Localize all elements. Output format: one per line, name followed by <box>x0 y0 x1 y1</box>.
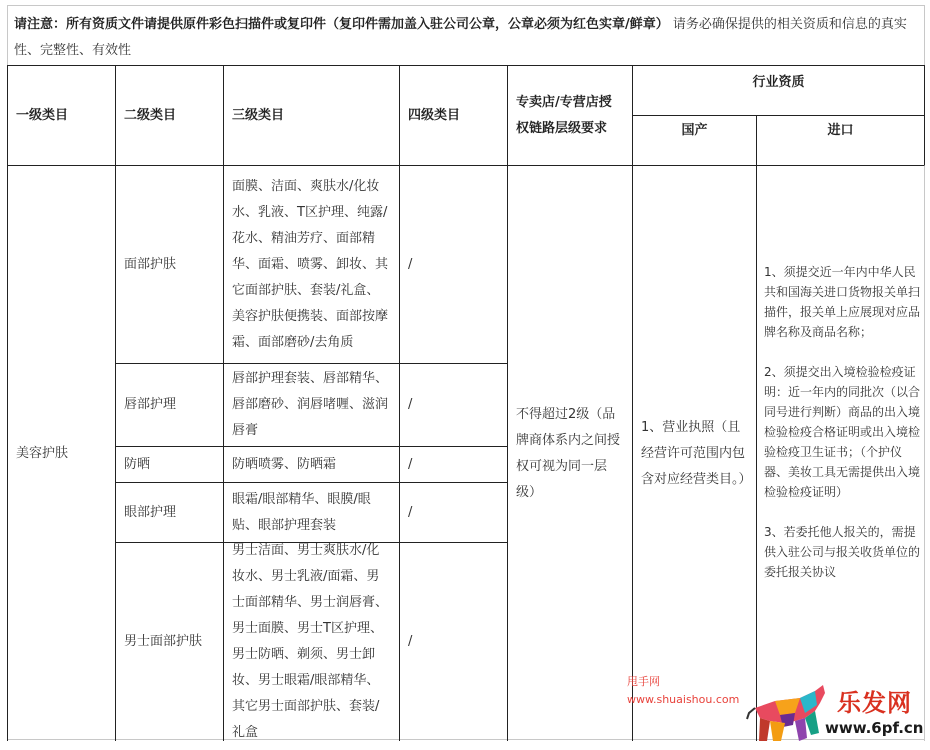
table-row-4-level4 <box>399 482 508 543</box>
row-1-level2-text: 面部护肤 <box>124 256 177 272</box>
header-industry-qualification-label: 行业资质 <box>752 75 805 90</box>
header-auth-chain-label: 专卖店/专营店授权链路层级要求 <box>516 94 612 136</box>
header-level4-label: 四级类目 <box>408 107 461 123</box>
header-level2-label: 二级类目 <box>124 107 177 123</box>
header-level2 <box>115 65 224 166</box>
row-4-level2-text: 眼部护理 <box>124 504 177 520</box>
domestic-value: 1、营业执照（且经营许可范围内包含对应经营类目。） <box>641 419 752 487</box>
table-row-5-level2 <box>115 542 224 741</box>
row-3-level3-text: 防晒喷雾、防晒霜 <box>232 456 337 472</box>
header-imported-label: 进口 <box>827 123 854 138</box>
notice-banner <box>14 12 919 64</box>
cell-level1 <box>7 165 116 741</box>
cell-auth-chain <box>507 165 633 741</box>
header-level3-label: 三级类目 <box>232 107 285 123</box>
header-level1 <box>7 65 116 166</box>
table-row-4-level3 <box>223 482 400 543</box>
notice-normal-text: 请务必确保提供的相关资质和信息的真实性、完整性、有效性 <box>14 17 907 58</box>
cell-domestic <box>632 165 757 741</box>
row-1-level3-text: 面膜、洁面、爽肤水/化妆水、乳液、T区护理、纯露/花水、精油芳疗、面部精华、面霜、喷雾、卸妆、其它面部护肤、套装/礼盒、美容护肤便携装、面部按摩霜、面部磨砂/去角质 <box>232 178 389 350</box>
row-1-level4-text: / <box>408 256 413 272</box>
shuaishou-url: www.shuaishou.com <box>627 693 740 706</box>
table-row-1-level2 <box>115 165 224 364</box>
table-row-3-level2 <box>115 446 224 483</box>
header-level4 <box>399 65 508 166</box>
table-row-5-level3 <box>223 542 400 741</box>
row-5-level3-text: 男士洁面、男士爽肤水/化妆水、男士乳液/面霜、男士面部精华、男士润唇膏、男士面膜、男士T区护理、男士防晒、剃须、男士卸妆、男士眼霜/眼部精华、其它男士面部护肤、套装/礼盒 <box>232 543 389 740</box>
row-5-level4-text: / <box>408 634 413 649</box>
level1-value: 美容护肤 <box>16 445 69 461</box>
notice-bold-text: 请注意：所有资质文件请提供原件彩色扫描件或复印件（复印件需加盖入驻公司公章，公章必须为红色实章/鲜章） <box>14 17 669 32</box>
header-level1-label: 一级类目 <box>16 107 69 123</box>
table-row-1-level3 <box>223 165 400 364</box>
shuaishou-watermark <box>627 673 739 709</box>
row-2-level2-text: 唇部护理 <box>124 397 177 412</box>
table-row-3-level3 <box>223 446 400 483</box>
table-row-2-level4 <box>399 363 508 447</box>
imported-requirement-1: 1、须提交近一年内中华人民共和国海关进口货物报关单扫描件，报关单上应展现对应品牌名称及商品名称； <box>764 265 921 339</box>
row-3-level4-text: / <box>408 456 413 472</box>
header-level3 <box>223 65 400 166</box>
lefa-watermark <box>745 683 930 743</box>
header-industry-qualification <box>632 65 925 116</box>
header-imported <box>756 115 925 166</box>
row-3-level2-text: 防晒 <box>124 456 151 472</box>
imported-requirement-2: 2、须提交出入境检验检疫证明：近一年内的同批次（以合同号进行判断）商品的出入境检验检疫合格证明或出入境检验检疫卫生证书；（个护仪器、美妆工具无需提供出入境检验检疫证明） <box>764 365 921 499</box>
row-5-level2-text: 男士面部护肤 <box>124 634 203 649</box>
shuaishou-name: 甩手网 <box>627 675 660 688</box>
row-2-level4-text: / <box>408 397 413 412</box>
imported-requirement-3: 3、若委托他人报关的，需提供入驻公司与报关收货单位的委托报关协议 <box>764 525 921 579</box>
lefa-name: 乐发网 <box>837 688 912 717</box>
imported-requirements <box>764 262 920 602</box>
table-row-2-level3 <box>223 363 400 447</box>
table-row-2-level2 <box>115 363 224 447</box>
auth-chain-value: 不得超过2级（品牌商体系内之间授权可视为同一层级） <box>516 406 621 500</box>
table-row-1-level4 <box>399 165 508 364</box>
row-4-level3-text: 眼霜/眼部精华、眼膜/眼贴、眼部护理套装 <box>232 491 371 533</box>
header-domestic-label: 国产 <box>681 123 708 138</box>
row-2-level3-text: 唇部护理套装、唇部精华、唇部磨砂、润唇啫喱、滋润唇膏 <box>232 371 389 438</box>
header-domestic <box>632 115 757 166</box>
row-4-level4-text: / <box>408 504 413 520</box>
header-auth-chain <box>507 65 633 166</box>
table-row-4-level2 <box>115 482 224 543</box>
table-row-3-level4 <box>399 446 508 483</box>
lefa-url: www.6pf.cn <box>825 719 924 737</box>
table-row-5-level4 <box>399 542 508 741</box>
